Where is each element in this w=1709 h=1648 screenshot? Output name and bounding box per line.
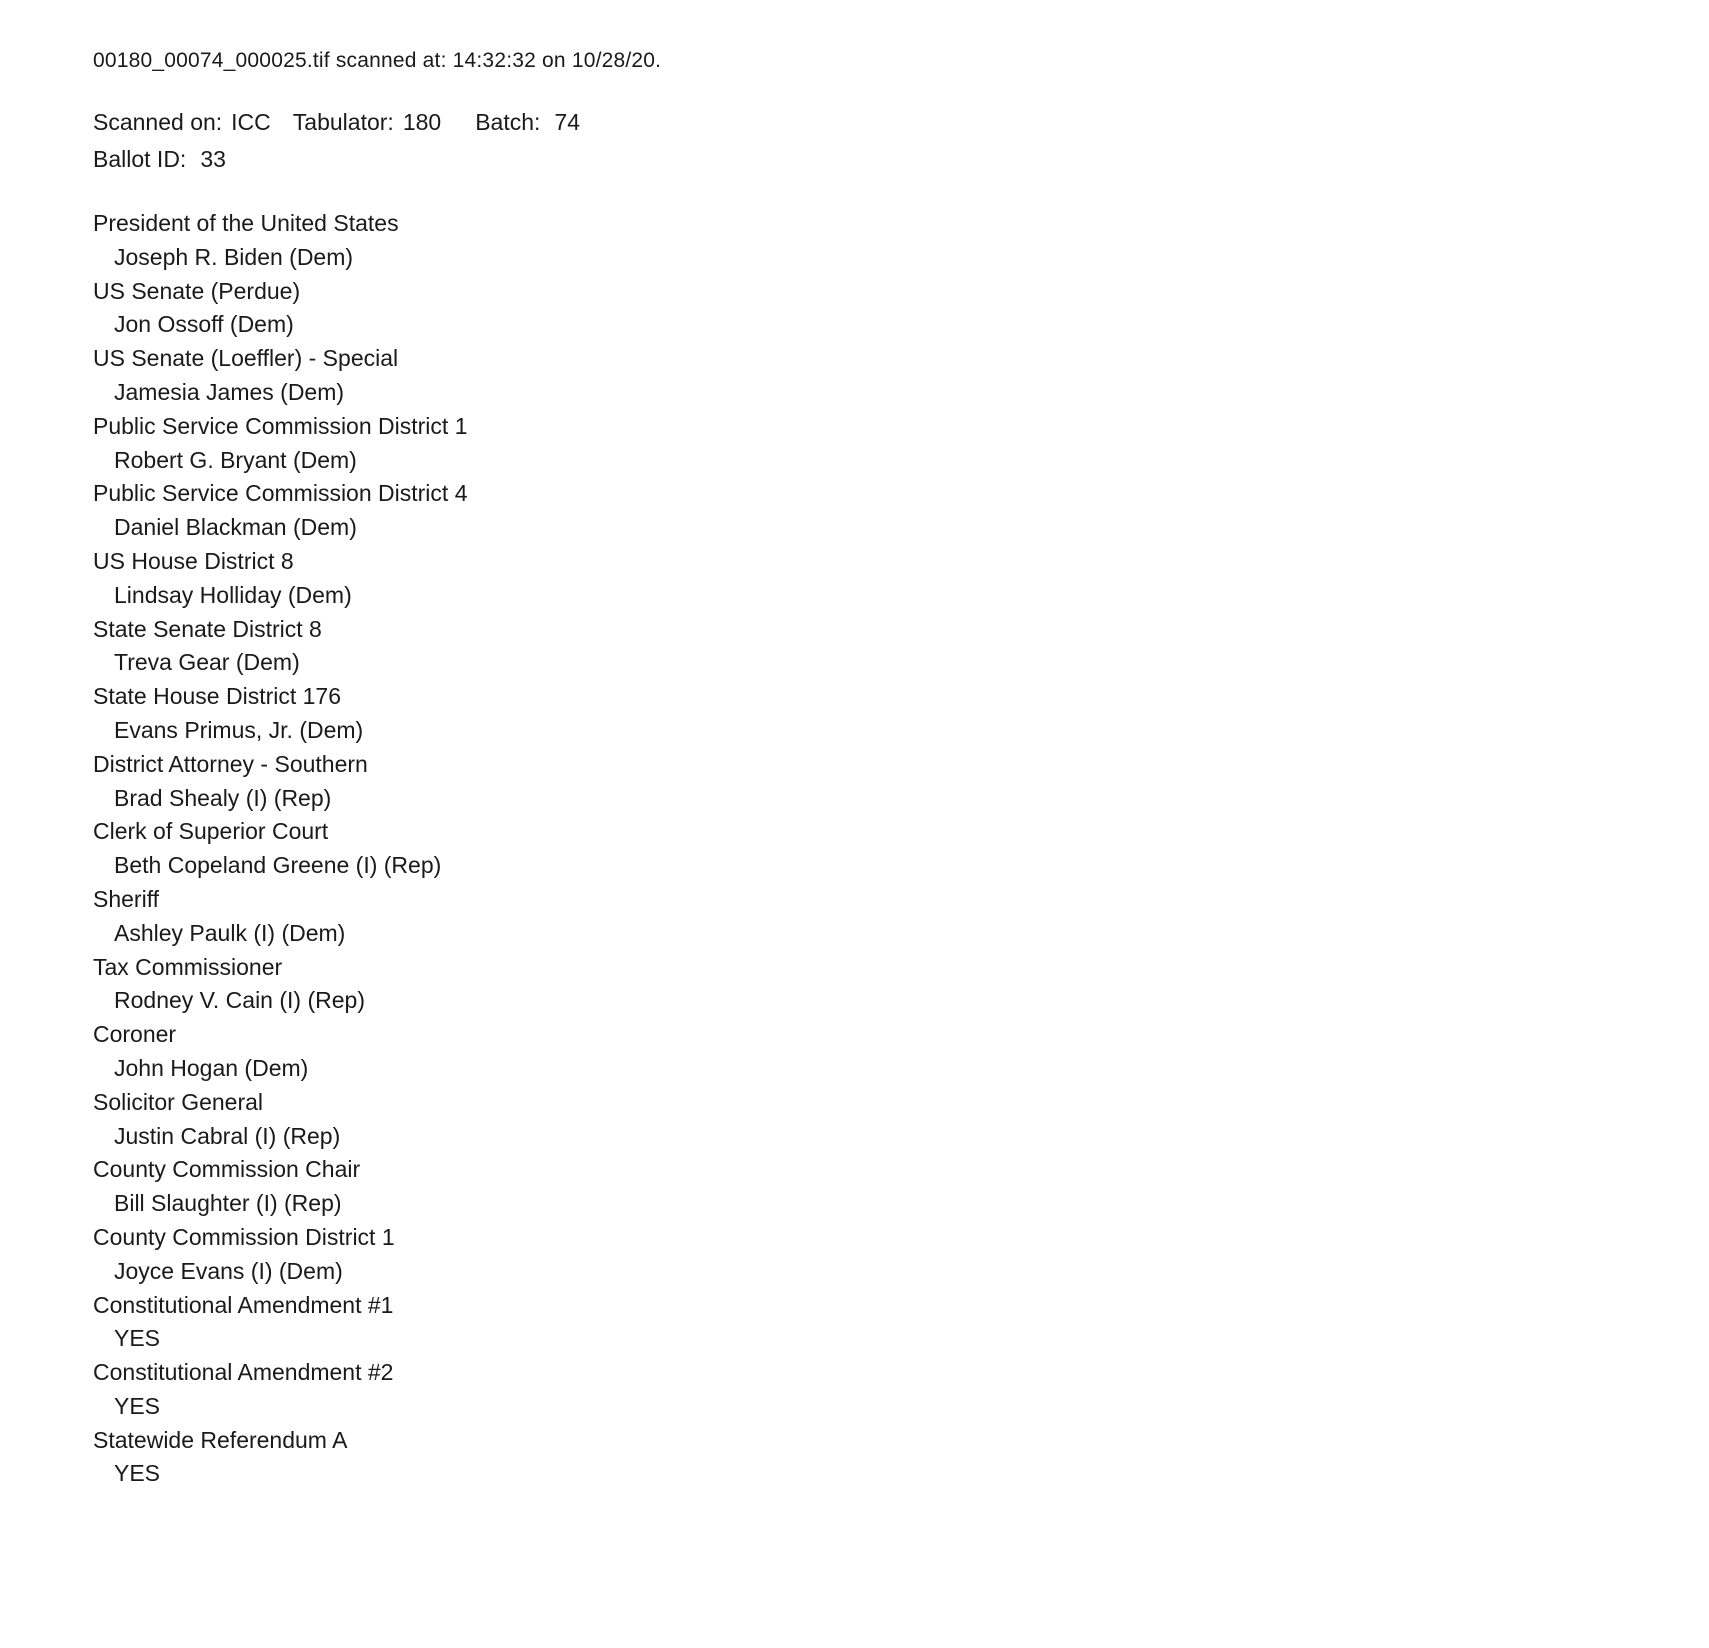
contest-selection: Justin Cabral (I) (Rep) xyxy=(114,1122,341,1149)
contest-row xyxy=(93,1289,1669,1357)
contest-row xyxy=(93,748,1669,816)
contest-title: Solicitor General xyxy=(93,1088,264,1115)
contest-title: Sheriff xyxy=(93,885,160,912)
contest-selection: Jamesia James (Dem) xyxy=(114,378,345,405)
contest-title: County Commission District 1 xyxy=(93,1223,395,1250)
contest-selection: YES xyxy=(114,1392,161,1419)
contest-row xyxy=(93,1153,1669,1221)
tabulator-label: Tabulator: xyxy=(292,109,394,135)
contest-row xyxy=(93,1356,1669,1424)
contest-list xyxy=(93,207,1669,1491)
contest-row xyxy=(93,815,1669,883)
scan-meta-block xyxy=(93,104,1669,178)
contest-row xyxy=(93,680,1669,748)
contest-selection: YES xyxy=(114,1325,161,1352)
contest-title: County Commission Chair xyxy=(93,1156,361,1183)
contest-selection: Rodney V. Cain (I) (Rep) xyxy=(114,987,365,1014)
contest-selection: John Hogan (Dem) xyxy=(114,1054,309,1081)
contest-title: Tax Commissioner xyxy=(93,953,283,980)
contest-title: Constitutional Amendment #2 xyxy=(93,1359,394,1386)
contest-row xyxy=(93,1086,1669,1154)
contest-row xyxy=(93,1018,1669,1086)
contest-row xyxy=(93,275,1669,343)
contest-title: US Senate (Perdue) xyxy=(93,277,301,304)
contest-title: Public Service Commission District 4 xyxy=(93,480,468,507)
scanner-info-line xyxy=(93,104,1669,141)
scan-filename-line: 00180_00074_000025.tif scanned at: 14:32:32 on 10/28/20. xyxy=(93,49,662,72)
ballot-id-value: 33 xyxy=(200,146,226,172)
contest-row xyxy=(93,207,1669,275)
batch-label: Batch: xyxy=(475,109,541,135)
scanned-on-label: Scanned on: xyxy=(93,109,223,135)
tabulator-value: 180 xyxy=(402,109,442,135)
contest-title: Coroner xyxy=(93,1021,177,1048)
contest-title: State House District 176 xyxy=(93,683,342,710)
contest-title: US House District 8 xyxy=(93,547,294,574)
contest-selection: Jon Ossoff (Dem) xyxy=(114,311,294,338)
scanned-on-value: ICC xyxy=(231,109,271,135)
contest-title: District Attorney - Southern xyxy=(93,750,368,777)
contest-title: Public Service Commission District 1 xyxy=(93,412,468,439)
batch-value: 74 xyxy=(554,109,580,135)
contest-title: State Senate District 8 xyxy=(93,615,322,642)
contest-row xyxy=(93,951,1669,1019)
contest-row xyxy=(93,613,1669,681)
ballot-id-line xyxy=(93,141,1669,178)
contest-title: Constitutional Amendment #1 xyxy=(93,1291,394,1318)
contest-selection: Evans Primus, Jr. (Dem) xyxy=(114,716,364,743)
contest-row xyxy=(93,410,1669,478)
contest-row xyxy=(93,477,1669,545)
contest-selection: Daniel Blackman (Dem) xyxy=(114,514,357,541)
contest-selection: Bill Slaughter (I) (Rep) xyxy=(114,1190,342,1217)
contest-title: Statewide Referendum A xyxy=(93,1426,348,1453)
contest-row xyxy=(93,1424,1669,1492)
contest-row xyxy=(93,883,1669,951)
contest-selection: Joyce Evans (I) (Dem) xyxy=(114,1257,343,1284)
contest-selection: YES xyxy=(114,1460,161,1487)
contest-selection: Robert G. Bryant (Dem) xyxy=(114,446,357,473)
contest-selection: Lindsay Holliday (Dem) xyxy=(114,581,352,608)
contest-title: US Senate (Loeffler) - Special xyxy=(93,345,399,372)
contest-title: Clerk of Superior Court xyxy=(93,818,329,845)
contest-selection: Joseph R. Biden (Dem) xyxy=(114,243,354,270)
contest-selection: Ashley Paulk (I) (Dem) xyxy=(114,919,346,946)
contest-row xyxy=(93,545,1669,613)
contest-row xyxy=(93,342,1669,410)
contest-title: President of the United States xyxy=(93,210,399,236)
contest-selection: Brad Shealy (I) (Rep) xyxy=(114,784,332,811)
ballot-id-label: Ballot ID: xyxy=(93,146,187,172)
contest-row xyxy=(93,1221,1669,1289)
contest-selection: Beth Copeland Greene (I) (Rep) xyxy=(114,852,442,879)
contest-selection: Treva Gear (Dem) xyxy=(114,649,300,676)
